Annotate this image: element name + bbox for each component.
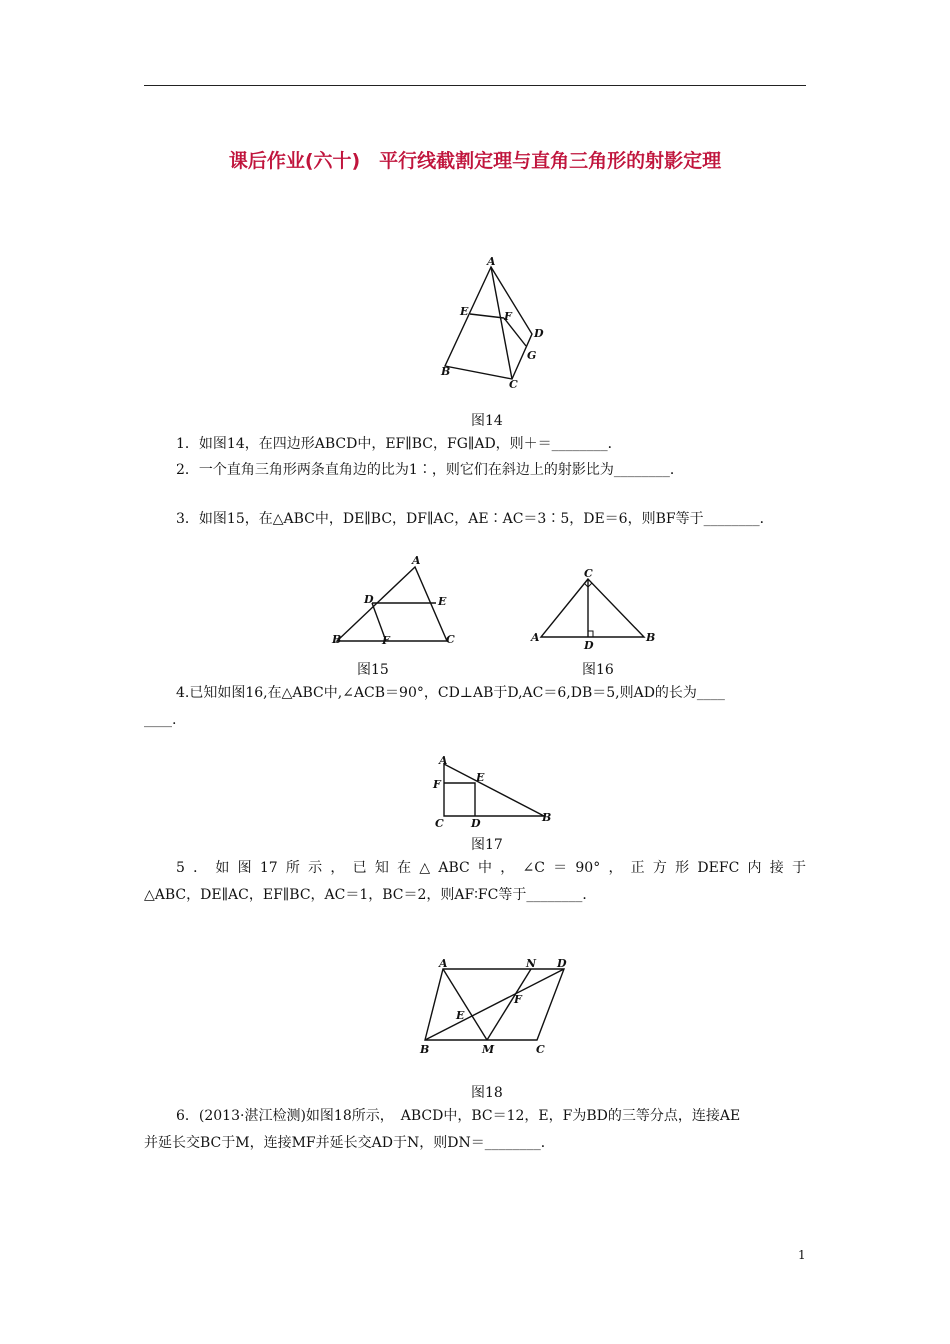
fig18-segment-am [443, 969, 487, 1040]
fig14-caption: 图14 [471, 413, 503, 429]
fig15-label-b: B [332, 633, 342, 646]
fig18-label-e: E [456, 1009, 465, 1022]
fig14-label-c: C [509, 378, 518, 391]
fig18-label-b: B [420, 1043, 430, 1056]
figure-18 [415, 955, 580, 1065]
fig14-label-g: G [527, 349, 537, 362]
problem-5-line-1: 5．如图17所示，已知在△ABC中，∠C＝90°，正方形DEFC内接于 [176, 860, 806, 876]
figure-17 [430, 752, 560, 832]
fig18-label-f: F [514, 993, 522, 1006]
fig15-label-f: F [382, 634, 390, 647]
fig18-label-a: A [439, 957, 448, 970]
problem-6-line-1: 6．(2013·湛江检测)如图18所示， ABCD中，BC＝12，E，F为BD的三等分点，连接AE [176, 1108, 741, 1124]
fig15-label-d: D [364, 593, 374, 606]
fig18-diagonal-bd [425, 969, 564, 1040]
fig16-label-c: C [584, 567, 593, 580]
fig15-caption: 图15 [357, 662, 389, 678]
fig15-label-a: A [412, 554, 421, 567]
fig17-label-c: C [435, 817, 444, 830]
fig14-label-b: B [441, 365, 451, 378]
fig17-label-e: E [476, 771, 485, 784]
fig16-triangle [541, 579, 644, 637]
page-title: 课后作业(六十) 平行线截割定理与直角三角形的射影定理 [228, 150, 722, 172]
fig16-label-d: D [584, 639, 594, 652]
problem-1: 1．如图14，在四边形ABCD中，EF∥BC，FG∥AD，则＋＝________． [176, 436, 622, 452]
problem-5-line-2: △ABC，DE∥AC，EF∥BC，AC＝1，BC＝2，则AF∶FC等于________． [144, 887, 597, 903]
fig16-caption: 图16 [582, 662, 614, 678]
fig16-right-angle-mark [588, 631, 593, 637]
fig14-label-a: A [487, 255, 496, 268]
page-number: 1 [798, 1248, 806, 1262]
problem-4-line-2: ____. [144, 712, 177, 728]
fig18-label-d: D [557, 957, 567, 970]
fig17-label-f: F [433, 778, 441, 791]
fig14-segment-ef [470, 314, 504, 318]
fig18-label-n: N [526, 957, 537, 970]
problem-6-line-2: 并延长交BC于M，连接MF并延长交AD于N，则DN＝________． [144, 1135, 555, 1151]
fig15-label-c: C [446, 633, 455, 646]
problem-3: 3．如图15，在△ABC中，DE∥BC，DF∥AC，AE∶AC＝3∶5，DE＝6，则BF等于________． [176, 511, 774, 527]
fig17-label-a: A [439, 754, 448, 767]
figure-15 [325, 555, 465, 655]
fig15-label-e: E [438, 595, 447, 608]
fig18-label-m: M [482, 1043, 495, 1056]
fig14-label-d: D [534, 327, 544, 340]
fig17-label-b: B [542, 811, 552, 824]
fig18-caption: 图18 [471, 1085, 503, 1101]
fig18-label-c: C [536, 1043, 545, 1056]
fig16-label-b: B [646, 631, 656, 644]
fig17-square [444, 783, 475, 816]
fig17-caption: 图17 [471, 837, 503, 853]
header-rule [144, 85, 806, 86]
fig14-label-f: F [504, 310, 512, 323]
fig14-label-e: E [460, 305, 469, 318]
fig17-label-d: D [471, 817, 481, 830]
fig14-quadrilateral [445, 267, 532, 379]
problem-4-line-1: 4.已知如图16,在△ABC中,∠ACB＝90°，CD⊥AB于D,AC＝6,DB＝5,则AD的长为____ [176, 685, 725, 701]
figure-16 [525, 565, 665, 655]
fig15-triangle [337, 567, 447, 641]
problem-2: 2．一个直角三角形两条直角边的比为1∶，则它们在斜边上的射影比为________． [176, 462, 684, 478]
figure-14 [430, 255, 550, 395]
fig17-triangle [444, 764, 544, 816]
fig16-label-a: A [531, 631, 540, 644]
